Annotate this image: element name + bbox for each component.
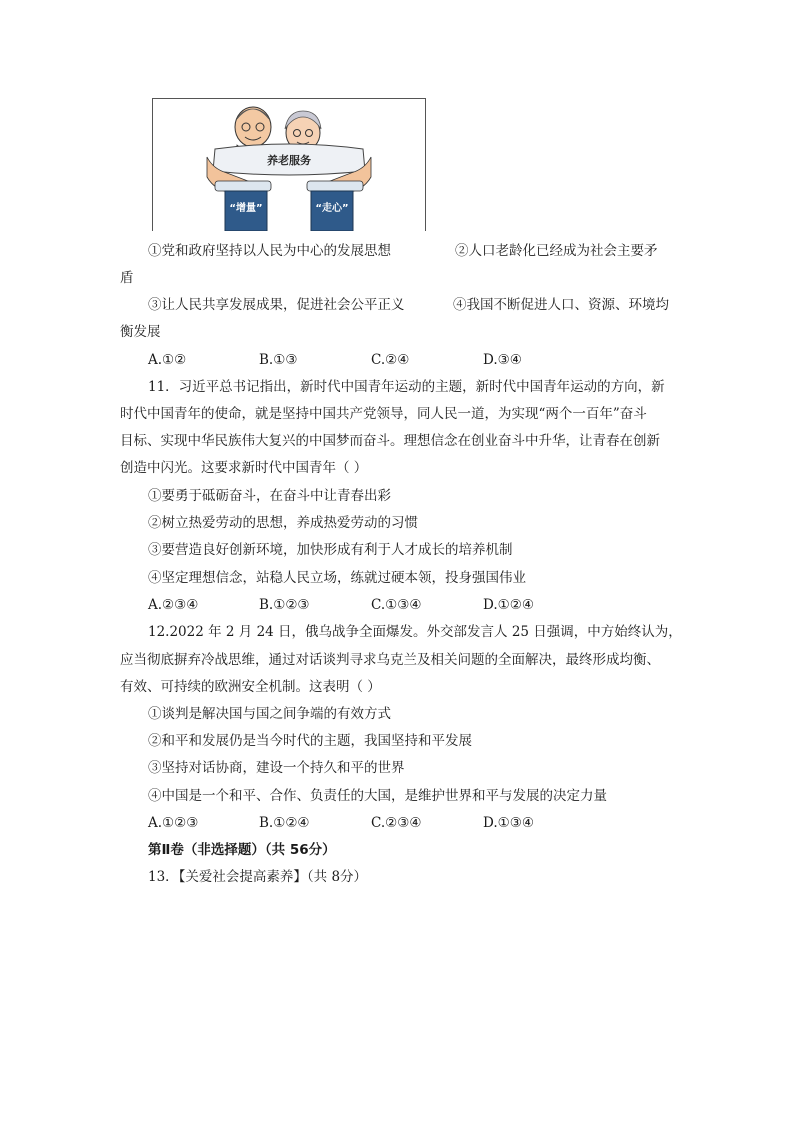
q12-statement-4: ④中国是一个和平、合作、负责任的大国，是维护世界和平与发展的决定力量	[148, 788, 607, 804]
left-sleeve-label: “增量”	[229, 203, 263, 214]
q10-option-b[interactable]: B.①③	[259, 352, 298, 368]
q11-option-b[interactable]: B.①②③	[259, 597, 310, 613]
q10-statement-3: ③让人民共享发展成果，促进社会公平正义	[148, 297, 405, 313]
q10-option-d[interactable]: D.③④	[483, 352, 522, 368]
q11-statement-4: ④坚定理想信念，站稳人民立场，练就过硬本领，投身强国伟业	[148, 570, 526, 586]
q11-option-c[interactable]: C.①③④	[371, 597, 422, 613]
q12-statement-1: ①谈判是解决国与国之间争端的有效方式	[148, 706, 391, 722]
q10-statement-4-cont: 衡发展	[120, 324, 161, 340]
q12-stem-line-3: 有效、可持续的欧洲安全机制。这表明（ ）	[120, 679, 381, 695]
right-sleeve-label: “走心”	[315, 203, 349, 214]
elderly-care-illustration	[153, 99, 425, 231]
q10-statement-2: ②人口老龄化已经成为社会主要矛	[455, 243, 658, 259]
q11-stem-line-1: 11．习近平总书记指出，新时代中国青年运动的主题，新时代中国青年运动的方向，新	[148, 379, 665, 395]
q10-statement-4: ④我国不断促进人口、资源、环境均	[453, 297, 669, 313]
section-2-title: 第Ⅱ卷（非选择题）（共 56分）	[148, 842, 336, 858]
q10-statement-2-cont: 盾	[120, 270, 134, 286]
q12-statement-3: ③坚持对话协商，建设一个持久和平的世界	[148, 760, 405, 776]
q11-stem-line-4: 创造中闪光。这要求新时代中国青年（ ）	[120, 460, 368, 476]
q12-stem-line-2: 应当彻底摒弃冷战思维，通过对话谈判寻求乌克兰及相关问题的全面解决，最终形成均衡、	[120, 652, 660, 668]
q12-option-b[interactable]: B.①②④	[259, 815, 310, 831]
q10-statement-1: ①党和政府坚持以人民为中心的发展思想	[148, 243, 391, 259]
q12-stem-line-1: 12.2022 年 2 月 24 日，俄乌战争全面爆发。外交部发言人 25 日强调，中方始终认为，	[148, 624, 682, 640]
q11-statement-2: ②树立热爱劳动的思想，养成热爱劳动的习惯	[148, 515, 418, 531]
q11-option-a[interactable]: A.②③④	[148, 597, 199, 613]
q11-statement-1: ①要勇于砥砺奋斗，在奋斗中让青春出彩	[148, 488, 391, 504]
q11-stem-line-3: 目标、实现中华民族伟大复兴的中国梦而奋斗。理想信念在创业奋斗中升华，让青春在创新	[120, 433, 660, 449]
banner-text: 养老服务	[267, 154, 311, 167]
q13-heading: 13．【关爱社会提高素养】（共 8分）	[148, 869, 368, 885]
q11-option-d[interactable]: D.①②④	[483, 597, 534, 613]
q10-option-c[interactable]: C.②④	[371, 352, 410, 368]
q12-option-a[interactable]: A.①②③	[148, 815, 199, 831]
q11-statement-3: ③要营造良好创新环境，加快形成有利于人才成长的培养机制	[148, 542, 513, 558]
q12-option-c[interactable]: C.②③④	[371, 815, 422, 831]
q12-option-d[interactable]: D.①③④	[483, 815, 534, 831]
q12-statement-2: ②和平和发展仍是当今时代的主题，我国坚持和平发展	[148, 733, 472, 749]
cartoon-figure	[152, 98, 426, 231]
q11-stem-line-2: 时代中国青年的使命，就是坚持中国共产党领导，同人民一道，为实现“两个一百年”奋斗	[120, 406, 647, 422]
q10-option-a[interactable]: A.①②	[148, 352, 187, 368]
